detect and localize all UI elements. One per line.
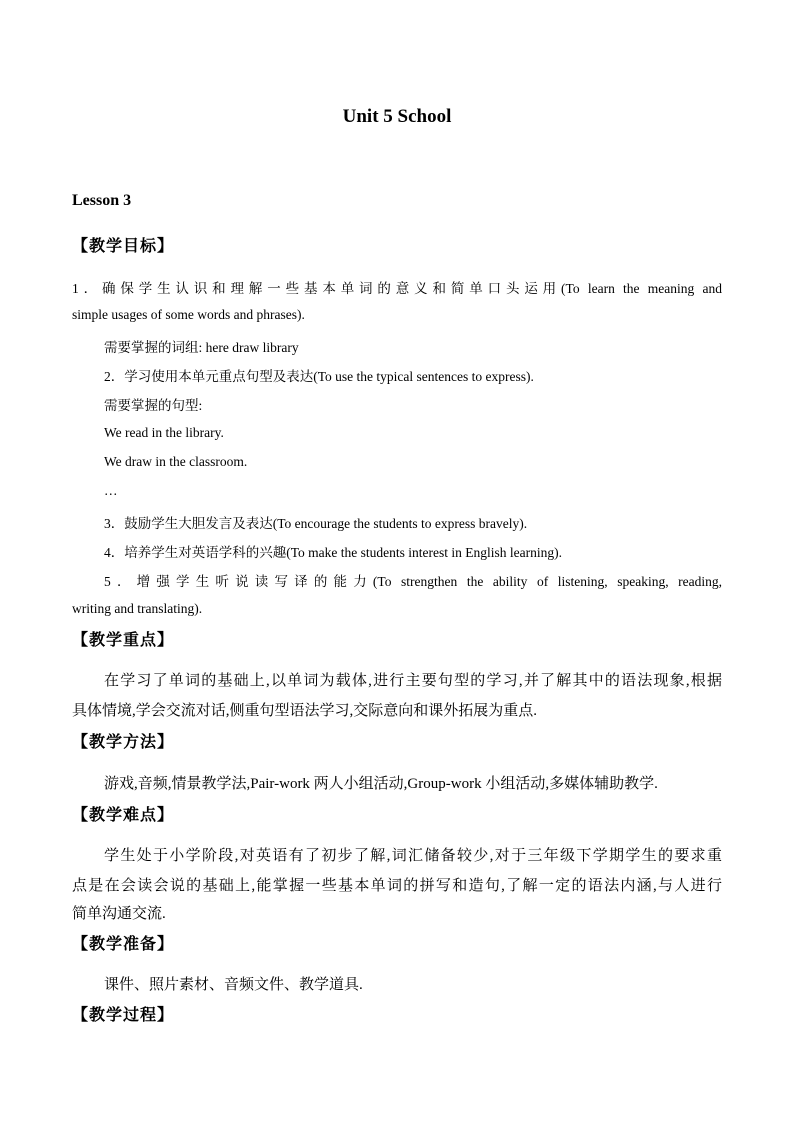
- objective-item-5-line-1: 5．增强学生听说读写译的能力(To strengthen the ability of listening, speaking, reading,: [104, 574, 722, 589]
- objective-item-5-line-2: writing and translating).: [72, 601, 203, 616]
- difficulties-line-1: 学生处于小学阶段,对英语有了初步了解,词汇储备较少,对于三年级下学期学生的要求重: [104, 848, 722, 864]
- process-heading: 【教学过程】: [72, 1007, 175, 1024]
- difficulties-heading: 【教学难点】: [72, 807, 175, 824]
- objective-item-2: 2．学习使用本单元重点句型及表达(To use the typical sentences to express).: [104, 369, 534, 384]
- objective-item-1-line-2: simple usages of some words and phrases).: [72, 307, 305, 322]
- example-sentence-2: We draw in the classroom.: [104, 454, 248, 469]
- ellipsis: …: [104, 483, 118, 498]
- vocab-label: 需要掌握的词组: here draw library: [104, 340, 299, 355]
- difficulties-line-2: 点是在会读会说的基础上,能掌握一些基本单词的拼写和造句,了解一定的语法内涵,与人进行: [72, 878, 722, 894]
- key-points-line-2: 具体情境,学会交流对话,侧重句型语法学习,交际意向和课外拓展为重点.: [72, 703, 538, 719]
- objectives-heading: 【教学目标】: [72, 238, 175, 255]
- lesson-label: Lesson 3: [72, 192, 132, 209]
- example-sentence-1: We read in the library.: [104, 425, 224, 440]
- preparation-line-1: 课件、照片素材、音频文件、教学道具.: [104, 977, 363, 993]
- objective-item-3: 3．鼓励学生大胆发言及表达(To encourage the students to express bravely).: [104, 516, 528, 531]
- page-title: Unit 5 School: [342, 106, 452, 127]
- difficulties-line-3: 简单沟通交流.: [72, 906, 166, 922]
- objective-item-4: 4．培养学生对英语学科的兴趣(To make the students interest in English learning).: [104, 545, 562, 560]
- methods-line-1: 游戏,音频,情景教学法,Pair-work 两人小组活动,Group-work 小组活动,多媒体辅助教学.: [104, 776, 658, 792]
- preparation-heading: 【教学准备】: [72, 936, 175, 953]
- key-points-line-1: 在学习了单词的基础上,以单词为载体,进行主要句型的学习,并了解其中的语法现象,根据: [104, 673, 722, 689]
- key-points-heading: 【教学重点】: [72, 632, 175, 649]
- objective-item-1-line-1: 1．确保学生认识和理解一些基本单词的意义和简单口头运用(To learn the meaning and: [72, 281, 722, 296]
- methods-heading: 【教学方法】: [72, 734, 175, 751]
- pattern-label: 需要掌握的句型:: [104, 398, 203, 413]
